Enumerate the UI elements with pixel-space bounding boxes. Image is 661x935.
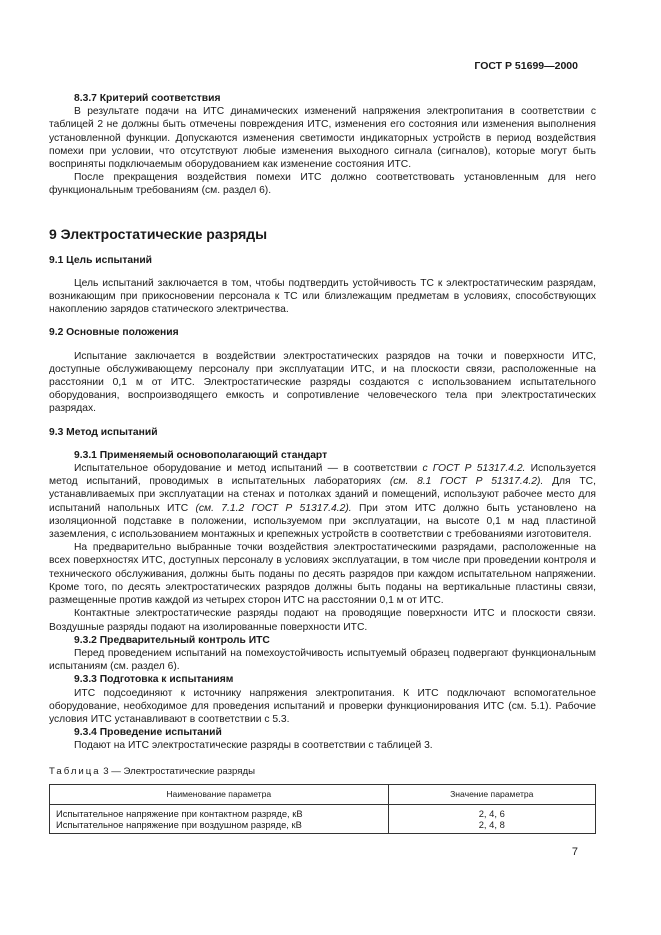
section-9-3-1-paragraph-2: На предварительно выбранные точки воздействия электростатическими разрядами, расположенные на всех поверхностях ИТС, доступных персоналу в условиях эксплуатации, в том числе при проведении контроля и технического обслуживания, должны быть поданы по десять разрядов при каждом испытательном напряжении. Кроме того, по десять электростатических разрядов должны быть поданы на вертикальные пластины связи, размещенные против каждой из четырех сторон ИТС на расстоянии 0,1 м от ИТС. bbox=[49, 542, 596, 607]
section-8-3-7-paragraph-1: В результате подачи на ИТС динамических изменений напряжения электропитания в соответствии с таблицей 2 не должны быть отмечены повреждения ИТС, изменения его состояния или изменения выполнения установленной функции. Допускаются изменения светимости индикаторных устройств в период воздействия помехи при условии, что отсутствуют любые изменения выходного сигнала (сигналов), которые могут быть восприняты подключаемым оборудованием как изменение состояния ИТС. bbox=[49, 106, 596, 171]
table-caption-label: Таблица bbox=[49, 765, 101, 777]
page-body bbox=[49, 92, 596, 834]
reference-gost-8-1: (см. 8.1 ГОСТ Р 51317.4.2). bbox=[389, 476, 544, 488]
reference-gost: с ГОСТ Р 51317.4.2. bbox=[422, 463, 526, 475]
table-cell-value bbox=[388, 804, 595, 833]
text-run: При этом ИТС должно быть установлено на изоляционной подставке в положении, используемом при эксплуатации, на высоте 0,1 м над пластиной заземления, с использованием монтажных и крепежных устройств в соответствии с требованиями изготовителя. bbox=[49, 502, 596, 541]
value-contact: 2, 4, 6 bbox=[478, 807, 505, 819]
section-8-3-7-title: 8.3.7 Критерий соответствия bbox=[74, 93, 221, 104]
value-air: 2, 4, 8 bbox=[478, 818, 505, 830]
table-header-row bbox=[50, 784, 596, 804]
reference-gost-7-1-2: (см. 7.1.2 ГОСТ Р 51317.4.2). bbox=[195, 502, 352, 514]
section-9-3-4-title: 9.3.4 Проведение испытаний bbox=[74, 727, 222, 739]
section-9-2-title: 9.2 Основные положения bbox=[49, 327, 179, 339]
column-header-value: Значение параметра bbox=[388, 784, 595, 804]
text-run: Используется метод испытаний, проводимых в испытательных лабораториях bbox=[49, 463, 596, 488]
text-run: Испытательное оборудование и метод испытаний — в соответствии bbox=[74, 463, 418, 475]
section-9-3-3-title: 9.3.3 Подготовка к испытаниям bbox=[74, 674, 234, 686]
parameter-contact: Испытательное напряжение при контактном разряде, кВ bbox=[56, 807, 303, 819]
section-9-3-title: 9.3 Метод испытаний bbox=[49, 426, 158, 438]
table-cell-parameter bbox=[50, 804, 389, 833]
parameter-air: Испытательное напряжение при воздушном разряде, кВ bbox=[56, 818, 302, 830]
page-number: 7 bbox=[571, 846, 578, 858]
section-9-3-2-title: 9.3.2 Предварительный контроль ИТС bbox=[74, 634, 270, 646]
standard-header: ГОСТ Р 51699—2000 bbox=[474, 60, 578, 72]
text-run: Для ТС, устанавливаемых при эксплуатации на стенах и потолках зданий и помещений, используют рабочее место для испытаний напольных ИТС bbox=[49, 476, 596, 514]
section-9-3-1-title: 9.3.1 Применяемый основополагающий стандарт bbox=[74, 449, 328, 461]
section-9-3-2-paragraph: Перед проведением испытаний на помехоустойчивость испытуемый образец подвергают функциональным испытаниям (см. раздел 6). bbox=[49, 647, 596, 673]
table-caption-text: 3 — Электростатические разряды bbox=[103, 765, 255, 777]
section-9-3-1-paragraph-3: Контактные электростатические разряды подают на проводящие поверхности ИТС и плоскости связи. Воздушные разряды подают на изолированные поверхности ИТС. bbox=[49, 608, 596, 633]
table-caption bbox=[49, 765, 596, 778]
section-9-title: 9 Электростатические разряды bbox=[49, 225, 268, 242]
section-9-3-3-paragraph: ИТС подсоединяют к источнику напряжения электропитания. К ИТС подключают вспомогательное оборудование, необходимое для проведения испытаний и проверки функционирования ИТС (см. 5.1). Рабочие условия ИТС устанавливают в соответствии с 5.3. bbox=[49, 687, 596, 725]
column-header-parameter: Наименование параметра bbox=[50, 784, 389, 804]
section-9-1-paragraph: Цель испытаний заключается в том, чтобы подтвердить устойчивость ТС к электростатическим разрядам, возникающим при прикосновении персонала к ТС или близлежащим предметам в условиях, способствующих накоплению зарядов статического электричества. bbox=[49, 277, 596, 316]
section-9-3-1-paragraph-1 bbox=[49, 462, 596, 541]
section-9-3-4-paragraph: Подают на ИТС электростатические разряды в соответствии с таблицей 3. bbox=[74, 740, 433, 752]
section-8-3-7-paragraph-2: После прекращения воздействия помехи ИТС должно соответствовать установленным для него функциональным требованиям (см. раздел 6). bbox=[49, 172, 596, 197]
section-9-1-title: 9.1 Цель испытаний bbox=[49, 254, 152, 266]
section-9-2-paragraph: Испытание заключается в воздействии электростатических разрядов на точки и поверхности ИТС, доступные обслуживающему персоналу при эксплуатации ИТС, и на плоскости связи, расположенные на расстоянии 0,1 м от ИТС. Электростатические разряды создаются с использованием испытательного оборудования, воспроизводящего емкость и сопротивление человеческого тела при электростатических разрядах. bbox=[49, 350, 596, 415]
table-row bbox=[50, 804, 596, 833]
parameters-table bbox=[49, 784, 596, 834]
